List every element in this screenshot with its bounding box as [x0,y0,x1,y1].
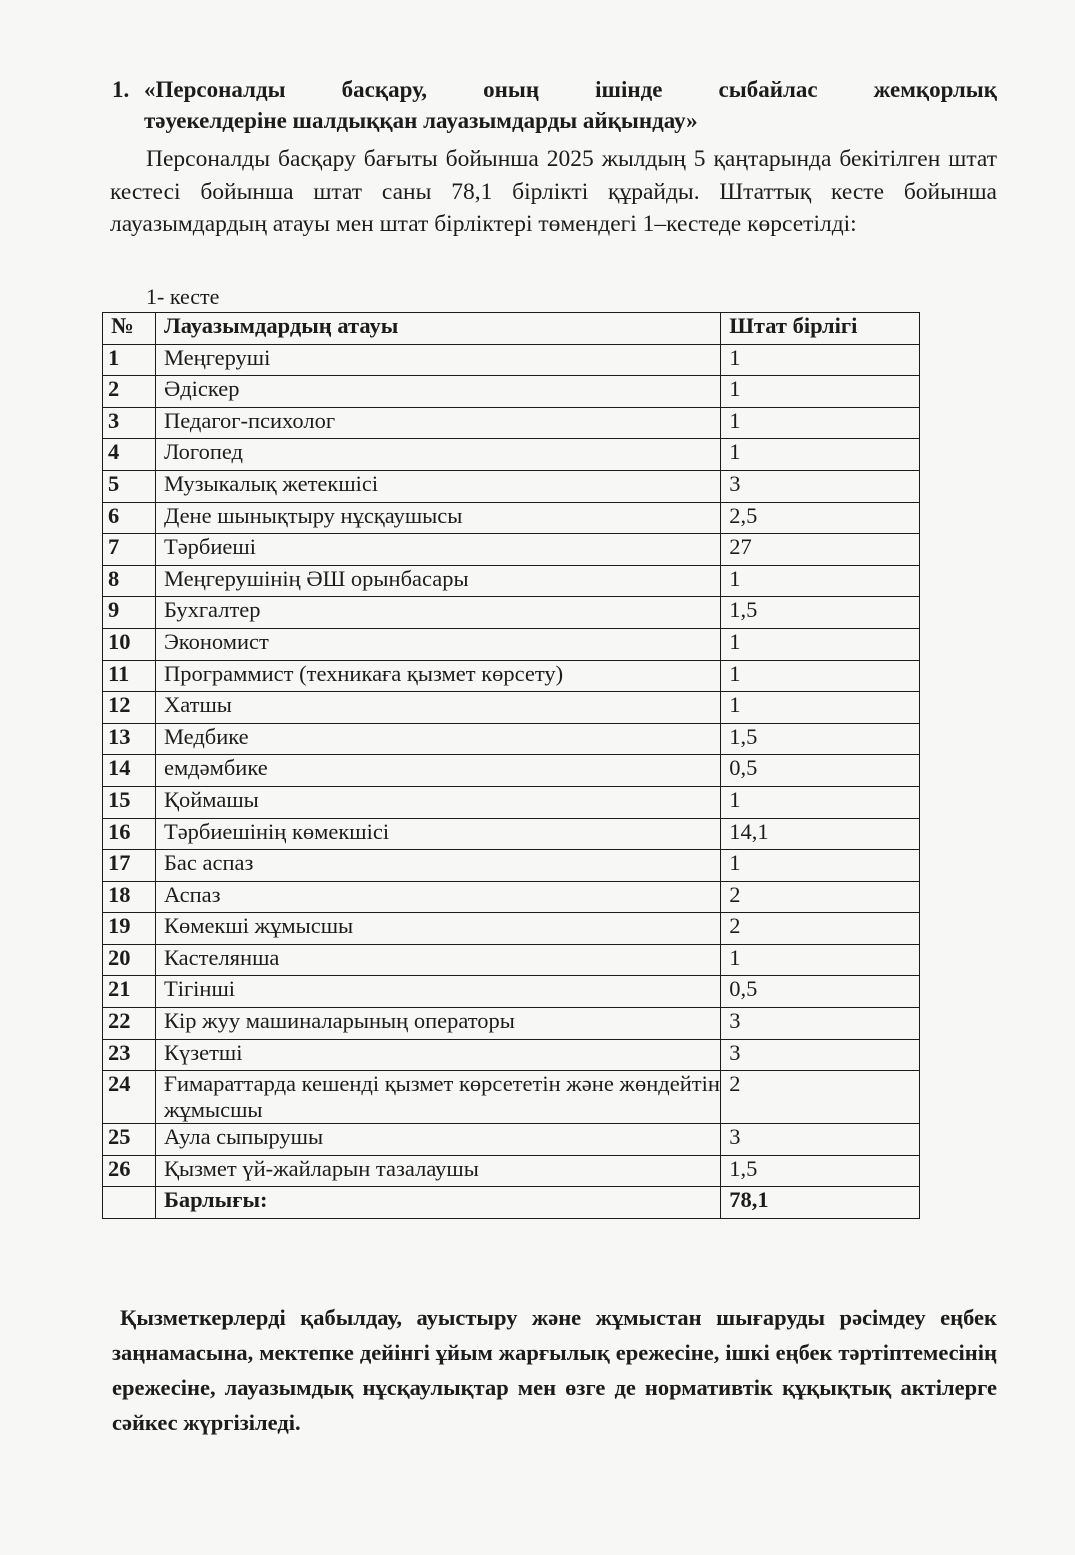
table-row [103,755,920,787]
row-position-name: Ғимараттарда кешенді қызмет көрсететін және жөндейтін жұмысшы [155,1071,720,1124]
row-position-name: Музыкалық жетекшісі [155,470,720,502]
table-caption: 1- кесте [146,284,220,309]
row-number: 9 [103,597,156,629]
row-position-name: Аула сыпырушы [155,1124,720,1156]
row-staff-units: 1 [721,439,920,471]
row-staff-units: 0,5 [721,755,920,787]
table-row [103,470,920,502]
section-title-line-1: «Персоналды басқару, оның ішінде сыбайлас жемқорлық [144,77,997,102]
row-staff-units: 1 [721,565,920,597]
row-staff-units: 1 [721,376,920,408]
row-staff-units: 1 [721,692,920,724]
row-position-name: Тігінші [155,976,720,1008]
table-row [103,597,920,629]
table-row [103,407,920,439]
row-staff-units: 0,5 [721,976,920,1008]
row-number: 2 [103,376,156,408]
table-row [103,628,920,660]
row-staff-units: 3 [721,470,920,502]
row-staff-units: 1,5 [721,597,920,629]
total-label: Барлығы: [155,1187,720,1219]
row-number: 14 [103,755,156,787]
row-position-name: Логопед [155,439,720,471]
row-position-name: Программист (техникаға қызмет көрсету) [155,660,720,692]
table-row [103,1124,920,1156]
row-staff-units: 1,5 [721,723,920,755]
row-position-name: Бас аспаз [155,850,720,882]
row-number: 3 [103,407,156,439]
row-number: 18 [103,881,156,913]
row-number: 26 [103,1155,156,1187]
row-number: 15 [103,786,156,818]
row-position-name: Кір жуу машиналарының операторы [155,1008,720,1040]
staff-table [102,312,920,1219]
row-number: 24 [103,1071,156,1124]
table-row [103,1155,920,1187]
total-units: 78,1 [721,1187,920,1219]
row-staff-units: 3 [721,1124,920,1156]
row-staff-units: 27 [721,534,920,566]
row-position-name: Кастелянша [155,944,720,976]
table-row [103,1039,920,1071]
row-staff-units: 1 [721,850,920,882]
table-row [103,723,920,755]
row-staff-units: 2 [721,1071,920,1124]
table-row [103,850,920,882]
row-staff-units: 2 [721,881,920,913]
row-number: 5 [103,470,156,502]
row-number: 12 [103,692,156,724]
row-number: 23 [103,1039,156,1071]
row-number: 17 [103,850,156,882]
row-staff-units: 1 [721,407,920,439]
header-number: № [103,313,156,345]
section-title-line-2: тәуекелдеріне шалдыққан лауазымдарды айқындау» [144,108,698,133]
row-staff-units: 3 [721,1008,920,1040]
row-position-name: Көмекші жұмысшы [155,913,720,945]
closing-paragraph: Қызметкерлерді қабылдау, ауыстыру және жұмыстан шығаруды рәсімдеу еңбек заңнамасына, мектепке дейінгі ұйым жарғылық ережесіне, ішкі еңбек тәртіптемесінің ережесіне, лауазымдық нұсқаулықтар мен өзге де нормативтік құқықтық актілерге сәйкес жүргізіледі. [112,1305,997,1435]
row-position-name: Қоймашы [155,786,720,818]
row-staff-units: 1 [721,628,920,660]
row-staff-units: 1 [721,344,920,376]
row-position-name: Меңгеруші [155,344,720,376]
table-row [103,1071,920,1124]
row-position-name: Педагог-психолог [155,407,720,439]
table-total-row [103,1187,920,1219]
row-staff-units: 1 [721,660,920,692]
row-number: 22 [103,1008,156,1040]
row-number: 6 [103,502,156,534]
row-position-name: Дене шынықтыру нұсқаушысы [155,502,720,534]
row-number: 20 [103,944,156,976]
row-staff-units: 2,5 [721,502,920,534]
row-position-name: Қызмет үй-жайларын тазалаушы [155,1155,720,1187]
table-header-row [103,313,920,345]
row-number: 19 [103,913,156,945]
table-row [103,692,920,724]
section-number: 1. [112,77,130,102]
row-number: 8 [103,565,156,597]
row-position-name: Хатшы [155,692,720,724]
row-position-name: Күзетші [155,1039,720,1071]
row-staff-units: 1 [721,786,920,818]
row-position-name: Тәрбиеші [155,534,720,566]
row-position-name: Экономист [155,628,720,660]
row-number: 16 [103,818,156,850]
row-number: 13 [103,723,156,755]
table-row [103,565,920,597]
table-row [103,660,920,692]
section-heading [112,74,997,136]
row-number: 4 [103,439,156,471]
total-empty-cell [103,1187,156,1219]
row-position-name: Меңгерушінің ӘШ орынбасары [155,565,720,597]
row-number: 21 [103,976,156,1008]
row-staff-units: 1,5 [721,1155,920,1187]
row-position-name: емдәмбике [155,755,720,787]
row-position-name: Әдіскер [155,376,720,408]
intro-paragraph: Персоналды басқару бағыты бойынша 2025 жылдың 5 қаңтарында бекітілген штат кестесі бойынша штат саны 78,1 бірлікті құрайды. Штаттық кесте бойынша лауазымдардың атауы мен штат бірліктері төмендегі 1–кестеде көрсетілді: [110,146,997,237]
table-row [103,944,920,976]
row-staff-units: 2 [721,913,920,945]
row-number: 11 [103,660,156,692]
table-row [103,439,920,471]
table-row [103,976,920,1008]
row-number: 1 [103,344,156,376]
table-row [103,502,920,534]
row-position-name: Тәрбиешінің көмекшісі [155,818,720,850]
table-row [103,881,920,913]
table-row [103,376,920,408]
table-row [103,818,920,850]
table-row [103,344,920,376]
row-position-name: Медбике [155,723,720,755]
header-staff-units: Штат бірлігі [721,313,920,345]
table-body [103,344,920,1218]
row-position-name: Бухгалтер [155,597,720,629]
table-row [103,786,920,818]
row-number: 7 [103,534,156,566]
row-staff-units: 14,1 [721,818,920,850]
table-row [103,1008,920,1040]
table-row [103,913,920,945]
row-number: 25 [103,1124,156,1156]
row-number: 10 [103,628,156,660]
row-position-name: Аспаз [155,881,720,913]
table-row [103,534,920,566]
header-position-name: Лауазымдардың атауы [155,313,720,345]
row-staff-units: 1 [721,944,920,976]
row-staff-units: 3 [721,1039,920,1071]
